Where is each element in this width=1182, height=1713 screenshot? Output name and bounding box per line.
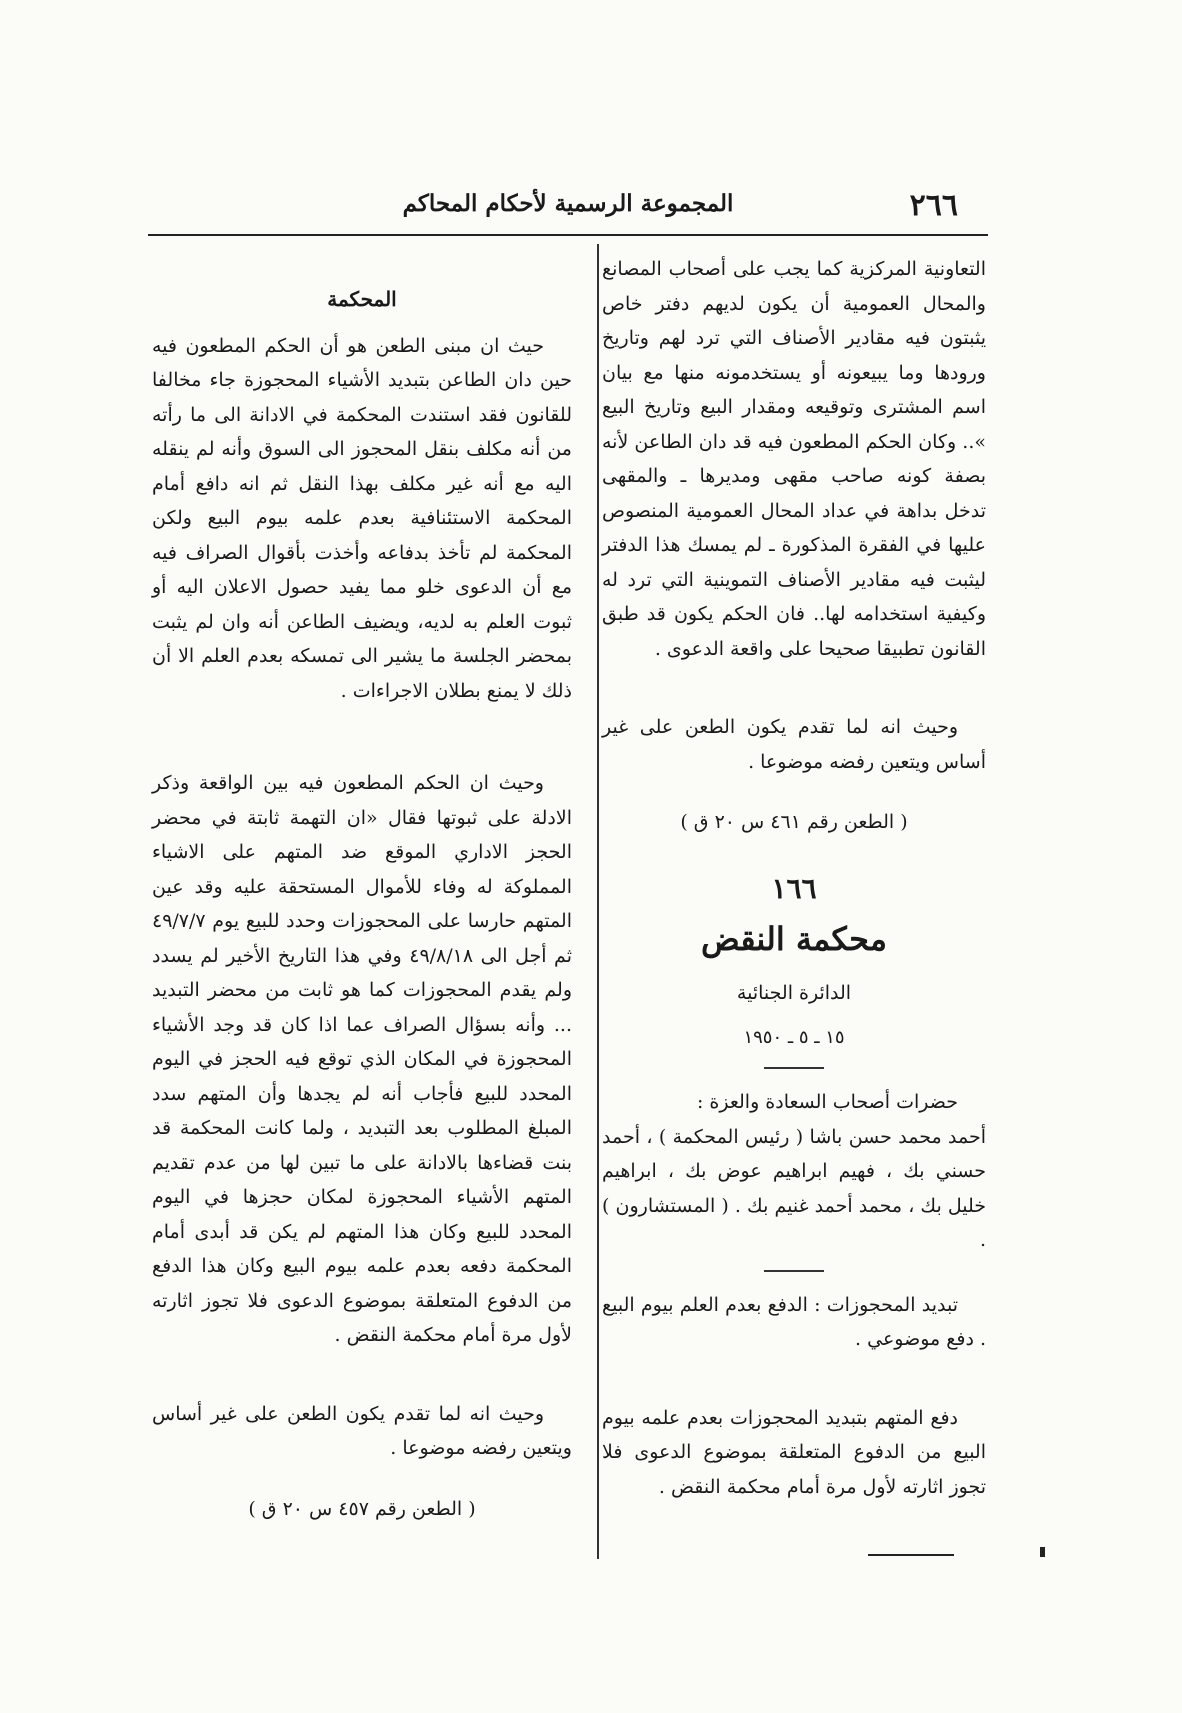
legal-principle: دفع المتهم بتبديد المحجوزات بعدم علمه بيوم البيع من الدفوع المتعلقة بموضوع الدعوى فلا تجوز اثارته لأول مرة أمام محكمة النقض .	[602, 1406, 986, 1498]
column-divider	[597, 244, 599, 1559]
publication-title: المجموعة الرسمية لأحكام المحاكم	[402, 190, 734, 217]
separator-rule-2	[764, 1270, 824, 1272]
bench-intro: حضرات أصحاب السعادة والعزة :	[696, 1091, 958, 1113]
bench-members: أحمد محمد حسن باشا ( رئيس المحكمة ) ، أحمد حسني بك ، فهيم ابراهيم عوض بك ، ابراهيم خليل بك ، محمد أحمد غنيم بك . ( المستشارون ) .	[602, 1125, 986, 1251]
page-number: ٢٦٦	[909, 188, 958, 223]
header-rule	[148, 234, 988, 236]
section-title: المحكمة	[327, 287, 397, 311]
appeal-reference-461: ( الطعن رقم ٤٦١ س ٢٠ ق )	[680, 811, 908, 833]
footer-mark	[1040, 1547, 1045, 1557]
right-paragraph-2: وحيث انه لما تقدم يكون الطعن على غير أساس ويتعين رفضه موضوعا .	[602, 716, 986, 773]
appeal-reference-457: ( الطعن رقم ٤٥٧ س ٢٠ ق )	[248, 1497, 476, 1520]
ruling-date: ١٥ ـ ٥ ـ ١٩٥٠	[743, 1026, 845, 1048]
left-column	[152, 282, 572, 1526]
court-name: محكمة النقض	[701, 920, 887, 958]
keywords: تبديد المحجوزات : الدفع بعدم العلم بيوم البيع . دفع موضوعي .	[602, 1293, 986, 1350]
right-column	[602, 252, 986, 1504]
footer-rule	[868, 1554, 954, 1556]
ruling-number: ١٦٦	[771, 871, 817, 905]
page-header	[148, 188, 988, 234]
left-paragraph-3: وحيث انه لما تقدم يكون الطعن على غير أساس ويتعين رفضه موضوعا .	[152, 1402, 572, 1459]
separator-rule	[764, 1067, 824, 1069]
left-paragraph-1: حيث ان مبنى الطعن هو أن الحكم المطعون فيه حين دان الطاعن بتبديد الأشياء المحجوزة جاء مخالفا للقانون فقد استندت المحكمة في الادانة الى ما رأته من أنه مكلف بنقل المحجوز الى السوق وأنه لم ينقله اليه مع أنه غير مكلف بهذا النقل ثم انه دافع أمام المحكمة الاستئنافية بعدم علمه بيوم البيع ولكن المحكمة لم تأخذ بدفاعه وأخذت بأقوال الصراف فيه مع أن الدعوى خلو مما يفيد حصول الاعلان اليه أو ثبوت العلم به لديه، ويضيف الطاعن أنه وان لم يثبت بمحضر الجلسة ما يشير الى تمسكه بعدم العلم الا أن ذلك لا يمنع بطلان الاجراءات .	[152, 334, 572, 702]
circuit-name: الدائرة الجنائية	[736, 982, 852, 1004]
right-paragraph-1: التعاونية المركزية كما يجب على أصحاب المصانع والمحال العمومية أن يكون لديهم دفتر خاص يثبتون فيه مقادير الأصناف التي ترد لهم وتاريخ ورودها وما يبيعونه أو يستخدمونه منها مع بيان اسم المشترى وتوقيعه ومقدار البيع وتاريخ البيع ».. وكان الحكم المطعون فيه قد دان الطاعن لأنه بصفة كونه صاحب مقهى ومديرها ـ والمقهى تدخل بداهة في عداد المحال العمومية المنصوص عليها في الفقرة المذكورة ـ لم يمسك هذا الدفتر ليثبت فيه مقادير الأصناف التموينية التي ترد له وكيفية استخدامه لها.. فان الحكم يكون قد طبق القانون تطبيقا صحيحا على واقعة الدعوى .	[602, 258, 986, 660]
left-paragraph-2: وحيث ان الحكم المطعون فيه بين الواقعة وذكر الادلة على ثبوتها فقال «ان التهمة ثابتة في محضر الحجز الاداري الموقع ضد المتهم على الاشياء المملوكة له وفاء للأموال المستحقة عليه وقد عين المتهم حارسا على المحجوزات وحدد للبيع يوم ٤٩/٧/٧ ثم أجل الى ٤٩/٨/١٨ وفي هذا التاريخ الأخير لم يسدد ولم يقدم المحجوزات كما هو ثابت من محضر التبديد ... وأنه بسؤال الصراف عما اذا كان قد وجد الأشياء المحجوزة في المكان الذي توقع فيه الحجز في اليوم المحدد للبيع فأجاب أنه لم يجدها وأن المتهم سدد المبلغ المطلوب بعد التبديد ، ولما كانت المحكمة قد بنت قضاءها بالادانة على ما تبين لها من عدم تقديم المتهم الأشياء المحجوزة لمكان حجزها في اليوم المحدد للبيع وكان هذا المتهم لم يكن قد أبدى أمام المحكمة دفعه بعدم علمه بيوم البيع وكان هذا الدفع من الدفوع المتعلقة بموضوع الدعوى فلا تجوز اثارته لأول مرة أمام محكمة النقض .	[152, 772, 572, 1346]
